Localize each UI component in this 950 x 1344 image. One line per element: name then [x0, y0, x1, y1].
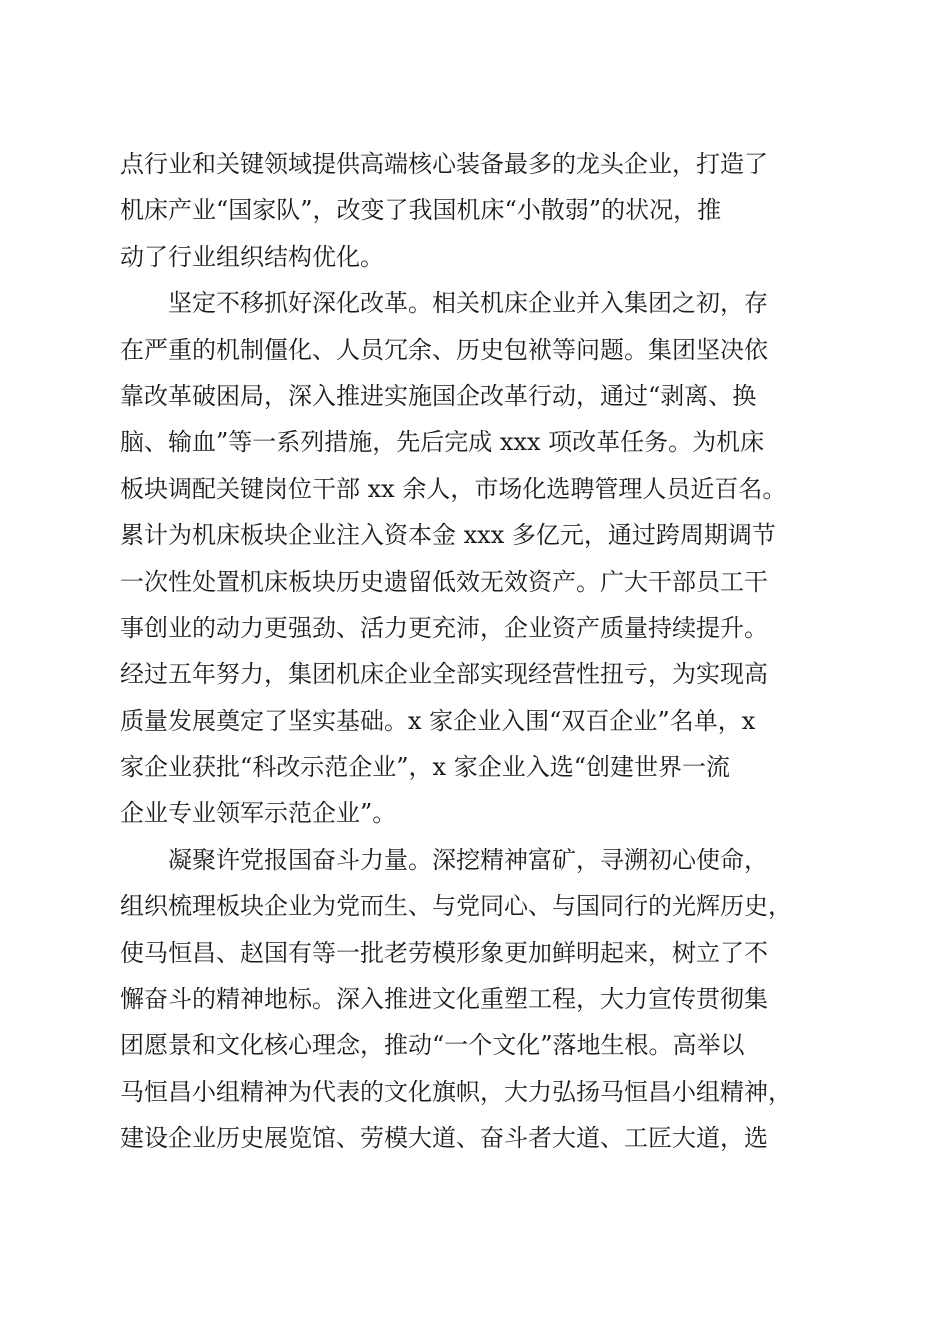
paragraph-first-line: 凝聚许党报国奋斗力量。深挖精神富矿，寻溯初心使命，	[168, 845, 768, 874]
text-line: 懈奋斗的精神地标。深入推进文化重塑工程，大力宣传贯彻集	[120, 985, 768, 1014]
text-line: 板块调配关键岗位干部 xx 余人，市场化选聘管理人员近百名。	[120, 474, 787, 503]
text-line: 家企业获批“科改示范企业”，x 家企业入选“创建世界一流	[120, 753, 730, 782]
text-line: 机床产业“国家队”，改变了我国机床“小散弱”的状况，推	[120, 196, 722, 225]
text-line: 质量发展奠定了坚实基础。x 家企业入围“双百企业”名单，x	[120, 706, 756, 735]
text-line: 动了行业组织结构优化。	[120, 242, 384, 271]
body-text	[120, 141, 840, 1162]
paragraph-first-line: 坚定不移抓好深化改革。相关机床企业并入集团之初，存	[168, 289, 768, 318]
text-line: 累计为机床板块企业注入资本金 xxx 多亿元，通过跨周期调节	[120, 521, 776, 550]
text-line: 企业专业领军示范企业”。	[120, 799, 397, 828]
text-line: 组织梳理板块企业为党而生、与党同心、与国同行的光辉历史，	[120, 892, 792, 921]
text-line: 在严重的机制僵化、人员冗余、历史包袱等问题。集团坚决依	[120, 335, 768, 364]
text-line: 团愿景和文化核心理念，推动“一个文化”落地生根。高举以	[120, 1031, 745, 1060]
text-line: 使马恒昌、赵国有等一批老劳模形象更加鲜明起来，树立了不	[120, 938, 768, 967]
text-line: 一次性处置机床板块历史遗留低效无效资产。广大干部员工干	[120, 567, 768, 596]
text-line: 靠改革破困局，深入推进实施国企改革行动，通过“剥离、换	[120, 381, 757, 410]
text-line: 经过五年努力，集团机床企业全部实现经营性扭亏，为实现高	[120, 660, 768, 689]
text-line: 马恒昌小组精神为代表的文化旗帜，大力弘扬马恒昌小组精神，	[120, 1077, 792, 1106]
text-line: 点行业和关键领域提供高端核心装备最多的龙头企业，打造了	[120, 150, 768, 178]
text-line: 建设企业历史展览馆、劳模大道、奋斗者大道、工匠大道，选	[120, 1124, 768, 1153]
text-line: 事创业的动力更强劲、活力更充沛，企业资产质量持续提升。	[120, 613, 768, 642]
text-line: 脑、输血”等一系列措施，先后完成 xxx 项改革任务。为机床	[120, 428, 765, 457]
